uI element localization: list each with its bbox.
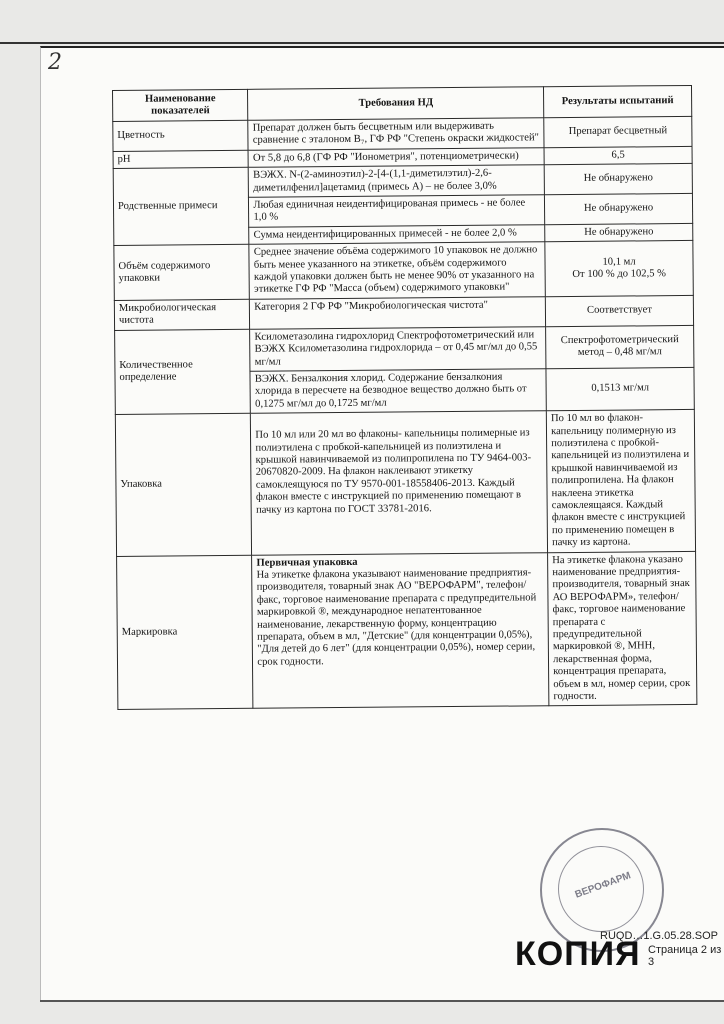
row-req-packaging: По 10 мл или 20 мл во флаконы- капельницы полимерные из полиэтилена с пробкой-капельницей из полиэтилена и крышкой навинчиваемой из полипропилена по ТУ 9464-003-20670820-2009. На флакон наклеивают этикетку самоклеящуюся по ТУ 9570-001-18558406-2013. Каждый флакон вместе с инструкцией по применению помещают в пачку из картона по ГОСТ 33781-2016. (251, 411, 548, 555)
row-req-impurity-single: Любая единичная неидентифицированая примесь - не более 1,0 % (249, 195, 545, 227)
table-row (114, 241, 693, 301)
row-res-micro: Соответствует (545, 295, 693, 326)
seal-label: ВЕРОФАРМ (573, 870, 633, 901)
copy-stamp: КОПИЯ (515, 935, 641, 973)
row-req-assay-xylo: Ксилометазолина гидрохлорид Спектрофотометрический или ВЭЖХ Ксилометазолина гидрохлорида – от 0,45 мг/мл до 0,55 мг/мл (250, 326, 546, 371)
row-req-assay-benz: ВЭЖХ. Бензалкония хлорид. Содержание бензалкония хлорида в пересчете на безводное вещество должно быть от 0,1275 мг/мл до 0,1725 мг/мл (250, 369, 546, 414)
table-row (115, 410, 695, 557)
row-res-ph: 6,5 (544, 146, 692, 165)
footer-document-code: RUQD…1.G.05.28.SOP (600, 930, 718, 942)
row-name-volume: Объём содержимого упаковки (114, 245, 250, 301)
table-row (117, 551, 697, 710)
row-name-micro: Микробиологическая чистота (114, 299, 250, 330)
marking-primary-text: На этикетке флакона указывают наименование предприятия-производителя, товарный знак АО "ВЕРОФАРМ", телефон/факс, торговое наименование препарата с предупредительной маркировкой ®, международное непатентованное наименование, лекарственную форму, концентрацию препарата, объем в мл, "Детские" (для концентрации 0,05%), "Для детей до 6 лет" (для концентрации 0,05%), номер серии, срок годности. (256, 567, 537, 668)
row-name-marking: Маркировка (117, 555, 254, 710)
row-name-packaging: Упаковка (115, 413, 252, 556)
row-res-impurity-a: Не обнаружено (544, 164, 692, 195)
table-header-row (113, 85, 692, 121)
volume-range: От 100 % до 102,5 % (572, 268, 667, 281)
row-req-ph: От 5,8 до 6,8 (ГФ РФ "Ионометрия", потенциометрически) (248, 148, 544, 168)
row-req-micro: Категория 2 ГФ РФ "Микробиологическая чистота" (250, 297, 546, 329)
bottom-rule (40, 1000, 724, 1002)
handwritten-page-mark: 2 (48, 50, 62, 75)
row-req-volume: Среднее значение объёма содержимого 10 упаковок не должно быть менее указанного на этикетке, объём содержимого каждой упаковки должен быть не менее 90% от указанного на этикетке ГФ РФ "Масса (объем) содержимого упаковки" (249, 242, 545, 299)
row-req-marking (252, 552, 549, 708)
top-rule (0, 42, 724, 44)
header-name: Наименование показателей (113, 89, 249, 121)
volume-value: 10,1 мл (602, 256, 636, 268)
row-res-impurity-single: Не обнаружено (545, 193, 693, 224)
row-req-impurity-sum: Сумма неидентифицированных примесей - не более 2,0 % (249, 225, 545, 245)
marking-primary-title: Первичная упаковка (256, 556, 358, 569)
row-res-impurity-sum: Не обнаружено (545, 223, 693, 242)
row-res-assay-xylo: Спектрофотометрический метод – 0,48 мг/мл (546, 325, 694, 369)
row-res-packaging: По 10 мл во флакон-капельницу полимерную из полиэтилена с пробкой-капельницей из полиэтилена и крышкой навинчиваемой из полипропилена. На флакон наклеена этикетка самоклеящаяся. Каждый флакон вместе с инструкцией по применению помещен в пачку из картона. (546, 410, 695, 553)
row-name-ph: pH (113, 150, 249, 169)
row-name-impurities: Родственные примеси (113, 168, 249, 246)
specification-table (112, 85, 697, 711)
row-name-assay: Количественное определение (115, 329, 251, 415)
footer-page-number: Страница 2 из 3 (648, 944, 722, 968)
header-result: Результаты испытаний (544, 85, 692, 117)
row-res-marking: На этикетке флакона указано наименование предприятия-производителя, товарный знак АО ВЕРОФАРМ», телефон/факс, торговое наименование препарата с предупредительной маркировкой ®, МНН, лекарственная форма, концентрация препарата, объем в мл, номер серии, срок годности. (548, 551, 697, 706)
row-name-color: Цветность (113, 120, 249, 151)
table-row (115, 325, 694, 372)
row-req-impurity-a: ВЭЖХ. N-(2-аминоэтил)-2-[4-(1,1-диметилэтил)-2,6-диметилфенил]ацетамид (примесь А) – не более 3,0% (249, 165, 545, 197)
row-req-color: Препарат должен быть бесцветным или выдерживать сравнение с эталоном B₇, ГФ РФ "Степень окраски жидкостей" (248, 118, 544, 150)
header-requirement: Требования НД (248, 87, 544, 121)
row-res-color: Препарат бесцветный (544, 116, 692, 147)
row-res-volume (545, 241, 693, 297)
row-res-assay-benz: 0,1513 мг/мл (546, 367, 694, 411)
